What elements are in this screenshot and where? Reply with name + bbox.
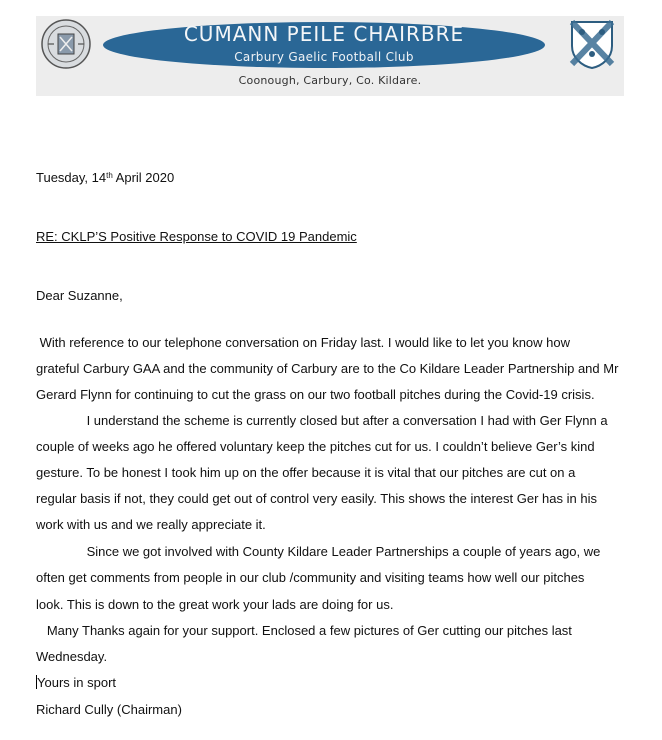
body-line: Many Thanks again for your support. Enclosed a few pictures of Ger cutting our pitches last bbox=[36, 623, 572, 638]
letter-signature: Richard Cully (Chairman) bbox=[36, 702, 182, 717]
body-line: Gerard Flynn for continuing to cut the grass on our two football pitches during the Covid-19 crisis. bbox=[36, 387, 595, 402]
club-title: CUMANN PEILE CHAIRBRE bbox=[183, 22, 465, 46]
body-line: I understand the scheme is currently closed but after a conversation I had with Ger Flynn a bbox=[36, 413, 608, 428]
body-line: Since we got involved with County Kildare Leader Partnerships a couple of years ago, we bbox=[36, 544, 601, 559]
club-subtitle: Carbury Gaelic Football Club bbox=[234, 50, 414, 64]
body-line: gesture. To be honest I took him up on the offer because it is vital that our pitches are cut on a bbox=[36, 465, 576, 480]
letter-subject: RE: CKLP’S Positive Response to COVID 19 Pandemic bbox=[36, 229, 357, 244]
club-address: Coonough, Carbury, Co. Kildare. bbox=[238, 74, 422, 87]
letter-date bbox=[36, 170, 636, 186]
closing-text: Yours in sport bbox=[37, 675, 117, 690]
letterhead bbox=[36, 16, 624, 96]
letter-closing[interactable] bbox=[36, 675, 636, 691]
date-ordinal: th bbox=[106, 171, 113, 180]
body-line: regular basis if not, they could get out of control very easily. This shows the interest Ger has in his bbox=[36, 491, 597, 506]
date-month-year: April 2020 bbox=[112, 170, 175, 185]
body-line: grateful Carbury GAA and the community of Carbury are to the Co Kildare Leader Partnership and Mr bbox=[36, 361, 619, 376]
body-line: often get comments from people in our club /community and visiting teams how well our pitches bbox=[36, 570, 585, 585]
letter-salutation: Dear Suzanne, bbox=[36, 288, 123, 303]
kildare-crest-icon bbox=[566, 18, 618, 70]
body-line: couple of weeks ago he offered voluntary keep the pitches cut for us. I couldn’t believe Ger’s kind bbox=[36, 439, 595, 454]
body-line: Wednesday. bbox=[36, 649, 108, 664]
body-line: With reference to our telephone conversation on Friday last. I would like to let you know how bbox=[36, 335, 571, 350]
body-line: work with us and we really appreciate it. bbox=[36, 517, 266, 532]
body-line: look. This is down to the great work your lads are doing for us. bbox=[36, 597, 394, 612]
date-day: Tuesday, 14 bbox=[36, 170, 107, 185]
gaa-crest-icon bbox=[38, 18, 94, 70]
